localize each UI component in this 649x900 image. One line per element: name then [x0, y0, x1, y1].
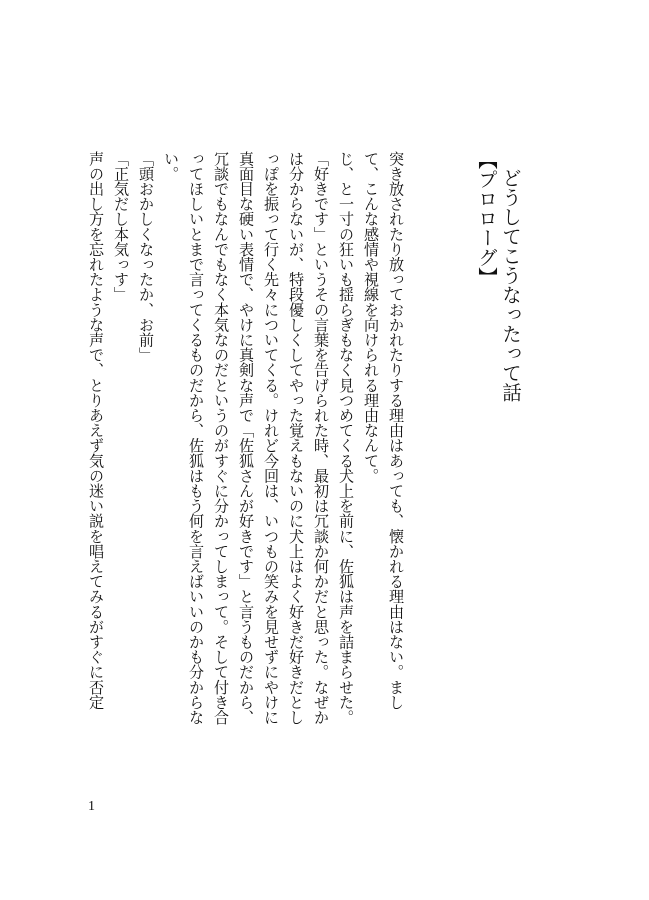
- text-line-8: 冗談でもなんでもなく本気なのだというのがすぐに分かってしまって。そして付き合: [212, 151, 230, 725]
- text-line-12: 「正気だし本気っす」: [112, 151, 130, 302]
- text-line-4: 「好きです」というその言葉を告げられた時、最初は冗談か何かだと思った。なぜか: [312, 151, 330, 725]
- chapter-title: どうしてこうなったって話: [499, 168, 522, 402]
- text-line-10: い。: [162, 151, 180, 182]
- text-line-7: 真面目な硬い表情で、やけに真剣な声で「佐狐さんが好きです」と言うものだから、: [237, 151, 255, 725]
- text-line-1: 突き放されたり放っておかれたりする理由はあっても、懐かれる理由はない。まし: [387, 151, 405, 710]
- page-number: 1: [88, 799, 95, 814]
- text-line-5: は分からないが、特段優しくしてやった覚えもないのに犬上はよく好きだ好きだとし: [287, 151, 305, 725]
- chapter-label: 【プロローグ】: [475, 150, 498, 287]
- text-line-2: て、こんな感情や視線を向けられる理由なんて。: [362, 151, 380, 484]
- text-line-9: ってほしいとまで言ってくるものだから、佐狐はもう何を言えばいいのかも分からな: [187, 151, 205, 725]
- text-line-13: 声の出し方を忘れたような声で、とりあえず気の迷い説を唱えてみるがすぐに否定: [87, 151, 105, 710]
- text-line-3: じ、と一寸の狂いも揺らぎもなく見つめてくる犬上を前に、佐狐は声を詰まらせた。: [337, 151, 355, 725]
- text-line-11: 「頭おかしくなったか、お前」: [137, 151, 155, 363]
- text-line-6: っぽを振って行く先々についてくる。けれど今回は、いつもの笑みを見せずにやけに: [262, 151, 280, 725]
